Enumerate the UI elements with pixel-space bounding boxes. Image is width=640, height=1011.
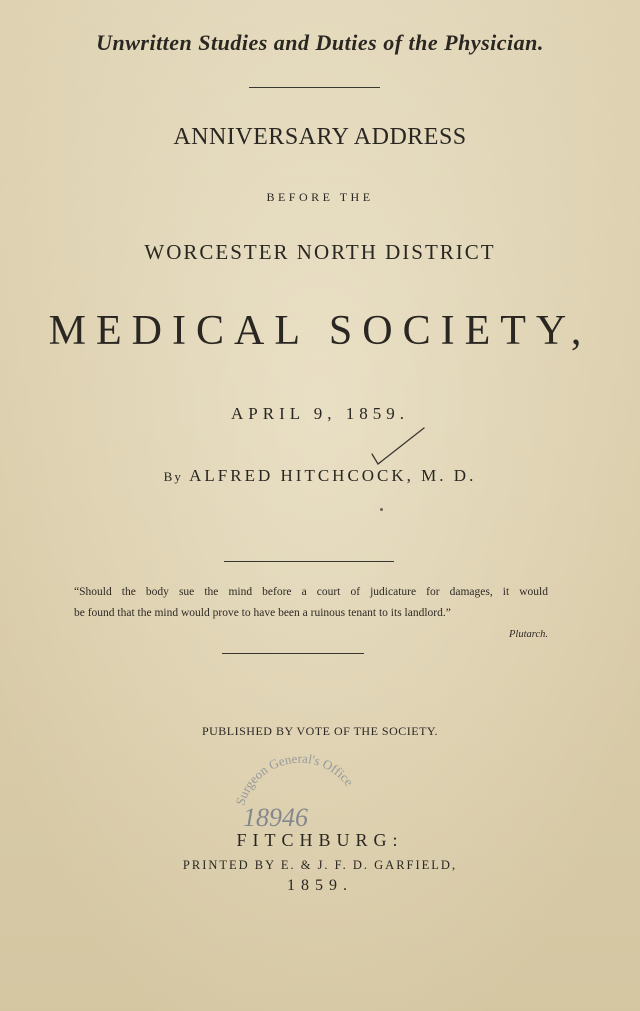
epigraph-attribution: Plutarch. [509,629,548,640]
rule-lower [222,653,364,654]
author-prefix: By [163,469,183,484]
address-date: APRIL 9, 1859. [231,404,409,423]
rule-middle [224,561,394,562]
running-head: Unwritten Studies and Duties of the Physician. [96,30,544,55]
handwritten-checkmark [368,424,428,470]
imprint-city: FITCHBURG: [236,830,404,850]
address-title: ANNIVERSARY ADDRESS [173,124,467,150]
epigraph-line-1: “Should the body sue the mind before a court of judicature for damages, it would [74,586,548,598]
society-main-title: MEDICAL SOCIETY, [48,308,592,354]
svg-text:Surgeon General's Office [232,751,356,807]
imprint-printer: PRINTED BY E. & J. F. D. GARFIELD, [182,858,458,872]
before-the-label: BEFORE THE [266,190,374,204]
imprint-year: 1859. [287,877,353,894]
paper-speck [380,508,383,511]
author-line [0,466,640,486]
author-name: ALFRED HITCHCOCK, M. D. [189,466,477,485]
stamp-text: Surgeon General's Office [232,750,357,808]
publisher-line: PUBLISHED BY VOTE OF THE SOCIETY. [201,724,439,738]
society-district-name: WORCESTER NORTH DISTRICT [144,240,496,264]
rule-top [249,87,380,88]
stamp-number: 18946 [243,803,308,832]
epigraph-line-2: be found that the mind would prove to have been a ruinous tenant to its landlord.” [74,607,451,619]
epigraph [74,582,548,645]
